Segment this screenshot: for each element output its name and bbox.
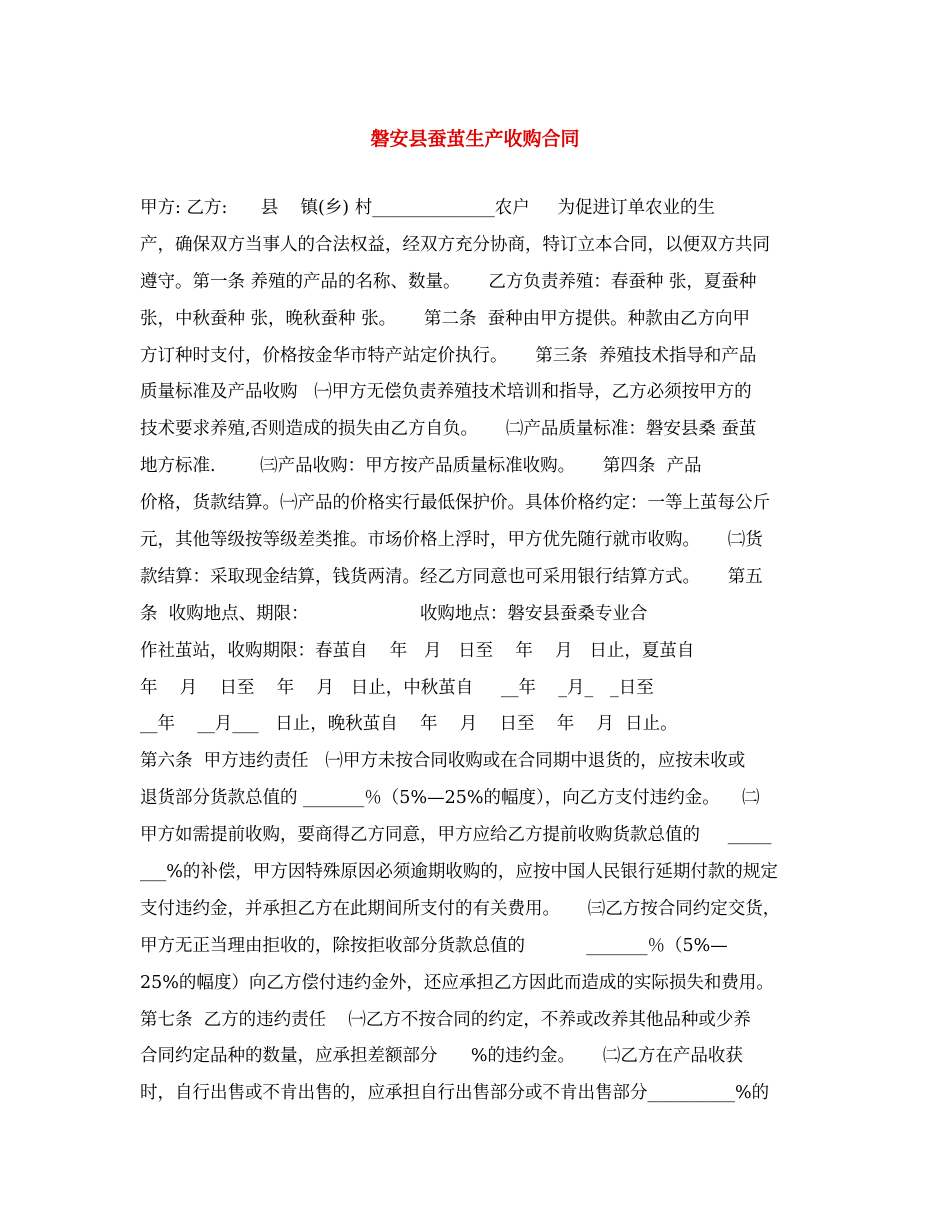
contract-text-line: 第六条 甲方违约责任 ㈠甲方未按合同收购或在合同期中退货的，应按未收或: [140, 751, 746, 772]
contract-text-line: 方订种时支付，价格按金华市特产站定价执行。 第三条 养殖技术指导和产品: [140, 345, 757, 366]
contract-text-line: 产，确保双方当事人的合法权益，经双方充分协商，特订立本合同，以便双方共同: [140, 234, 770, 255]
contract-text-line: 元，其他等级按等级差类推。市场价格上浮时，甲方优先随行就市收购。 ㈡货: [140, 530, 763, 551]
contract-text-line: 支付违约金，并承担乙方在此期间所支付的有关费用。 ㈢乙方按合同约定交货，: [140, 898, 781, 919]
contract-text-line: 25%的幅度）向乙方偿付违约金外，还应承担乙方因此而造成的实际损失和费用。: [140, 972, 774, 993]
contract-text-line: 张，中秋蚕种 张，晚秋蚕种 张。 第二条 蚕种由甲方提供。种款由乙方向甲: [140, 308, 751, 329]
contract-text-line: __年 __月___ 日止，晚秋茧自 年 月 日至 年 月 日止。: [140, 714, 678, 735]
contract-text-line: ___%的补偿，甲方因特殊原因必须逾期收购的，应按中国人民银行延期付款的规定: [140, 862, 778, 883]
document-title: 磐安县蚕茧生产收购合同: [370, 128, 580, 150]
contract-text-line: 价格，货款结算。㈠产品的价格实行最低保护价。具体价格约定：一等上茧每公斤: [140, 493, 770, 514]
contract-text-line: 甲方如需提前收购，要商得乙方同意，甲方应给乙方提前收购货款总值的 _____: [140, 825, 772, 846]
contract-text-line: 款结算：采取现金结算，钱货两清。经乙方同意也可采用银行结算方式。 第五: [140, 566, 763, 587]
contract-text-line: 甲方: 乙方: 县 镇(乡) 村______________农户 为促进订单农业的生: [140, 198, 716, 218]
contract-body: [140, 190, 820, 1112]
contract-text-line: 退货部分货款总值的 _______％（5%—25%的幅度），向乙方支付违约金。 ㈡: [140, 788, 760, 809]
contract-text-line: 遵守。第一条 养殖的产品的名称、数量。 乙方负责养殖：春蚕种 张，夏蚕种: [140, 271, 757, 292]
contract-text-line: 年 月 日至 年 月 日止，中秋茧自 __年 _月_ _日至: [140, 677, 654, 698]
contract-text-line: 合同约定品种的数量，应承担差额部分 %的违约金。 ㈡乙方在产品收获: [140, 1046, 743, 1067]
contract-text-line: 时，自行出售或不肯出售的，应承担自行出售部分或不肯出售部分__________%的: [140, 1083, 770, 1104]
contract-text-line: 条 收购地点、期限： 收购地点：磐安县蚕桑专业合: [140, 603, 648, 624]
contract-text-line: 作社茧站，收购期限：春茧自 年 月 日至 年 月 日止，夏茧自: [140, 640, 695, 661]
contract-text-line: 第七条 乙方的违约责任 ㈠乙方不按合同的约定，不养或改养其他品种或少养: [140, 1009, 751, 1030]
contract-text-line: 地方标准. ㈢产品收购：甲方按产品质量标准收购。 第四条 产品: [140, 456, 702, 477]
contract-text-line: 甲方无正当理由拒收的，除按拒收部分货款总值的 _______％（5%—: [140, 935, 728, 956]
contract-text-line: 技术要求养殖,否则造成的损失由乙方自负。 ㈡产品质量标准：磐安县桑 蚕茧: [140, 419, 757, 440]
contract-text-line: 质量标准及产品收购 ㈠甲方无偿负责养殖技术培训和指导，乙方必须按甲方的: [140, 382, 752, 403]
